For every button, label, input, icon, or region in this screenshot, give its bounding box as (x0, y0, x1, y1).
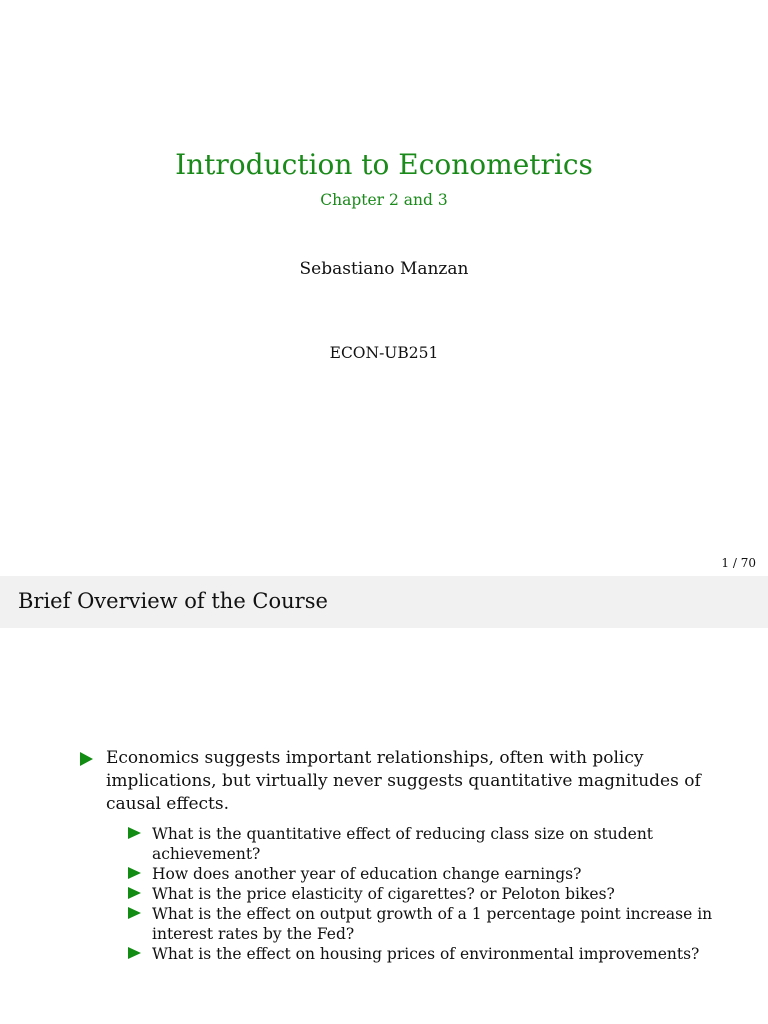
sub-bullet-text: What is the effect on housing prices of environmental improvements? (152, 945, 700, 963)
triangle-bullet-icon (128, 907, 141, 919)
triangle-bullet-icon (128, 827, 141, 839)
page-number: 1 / 70 (721, 556, 756, 570)
sub-bullet-list (126, 824, 718, 964)
overview-slide (0, 576, 768, 1024)
author-name: Sebastiano Manzan (299, 259, 469, 279)
triangle-bullet-icon (128, 867, 141, 879)
sub-bullet-item (126, 944, 718, 964)
triangle-bullet-icon (80, 752, 93, 766)
sub-bullet-item (126, 904, 718, 944)
sub-bullet-text: What is the effect on output growth of a 1 percentage point increase in interest rates by the Fed? (152, 905, 713, 943)
presentation-subtitle: Chapter 2 and 3 (320, 191, 448, 209)
bullet-item (78, 747, 718, 964)
frame-title-bar (0, 576, 768, 628)
bullet-text: Economics suggests important relationships, often with policy implications, but virtually never suggests quantitative magnitudes of causal effects. (106, 748, 701, 814)
course-code: ECON-UB251 (329, 344, 439, 362)
presentation-title: Introduction to Econometrics (175, 148, 593, 181)
sub-bullet-item (126, 884, 718, 904)
sub-bullet-text: What is the price elasticity of cigarettes? or Peloton bikes? (152, 885, 615, 903)
sub-bullet-text: What is the quantitative effect of reducing class size on student achievement? (152, 825, 654, 863)
triangle-bullet-icon (128, 947, 141, 959)
triangle-bullet-icon (128, 887, 141, 899)
sub-bullet-item (126, 864, 718, 884)
sub-bullet-text: How does another year of education change earnings? (152, 865, 582, 883)
bullet-list (78, 747, 718, 964)
sub-bullet-item (126, 824, 718, 864)
frame-title: Brief Overview of the Course (18, 589, 328, 613)
